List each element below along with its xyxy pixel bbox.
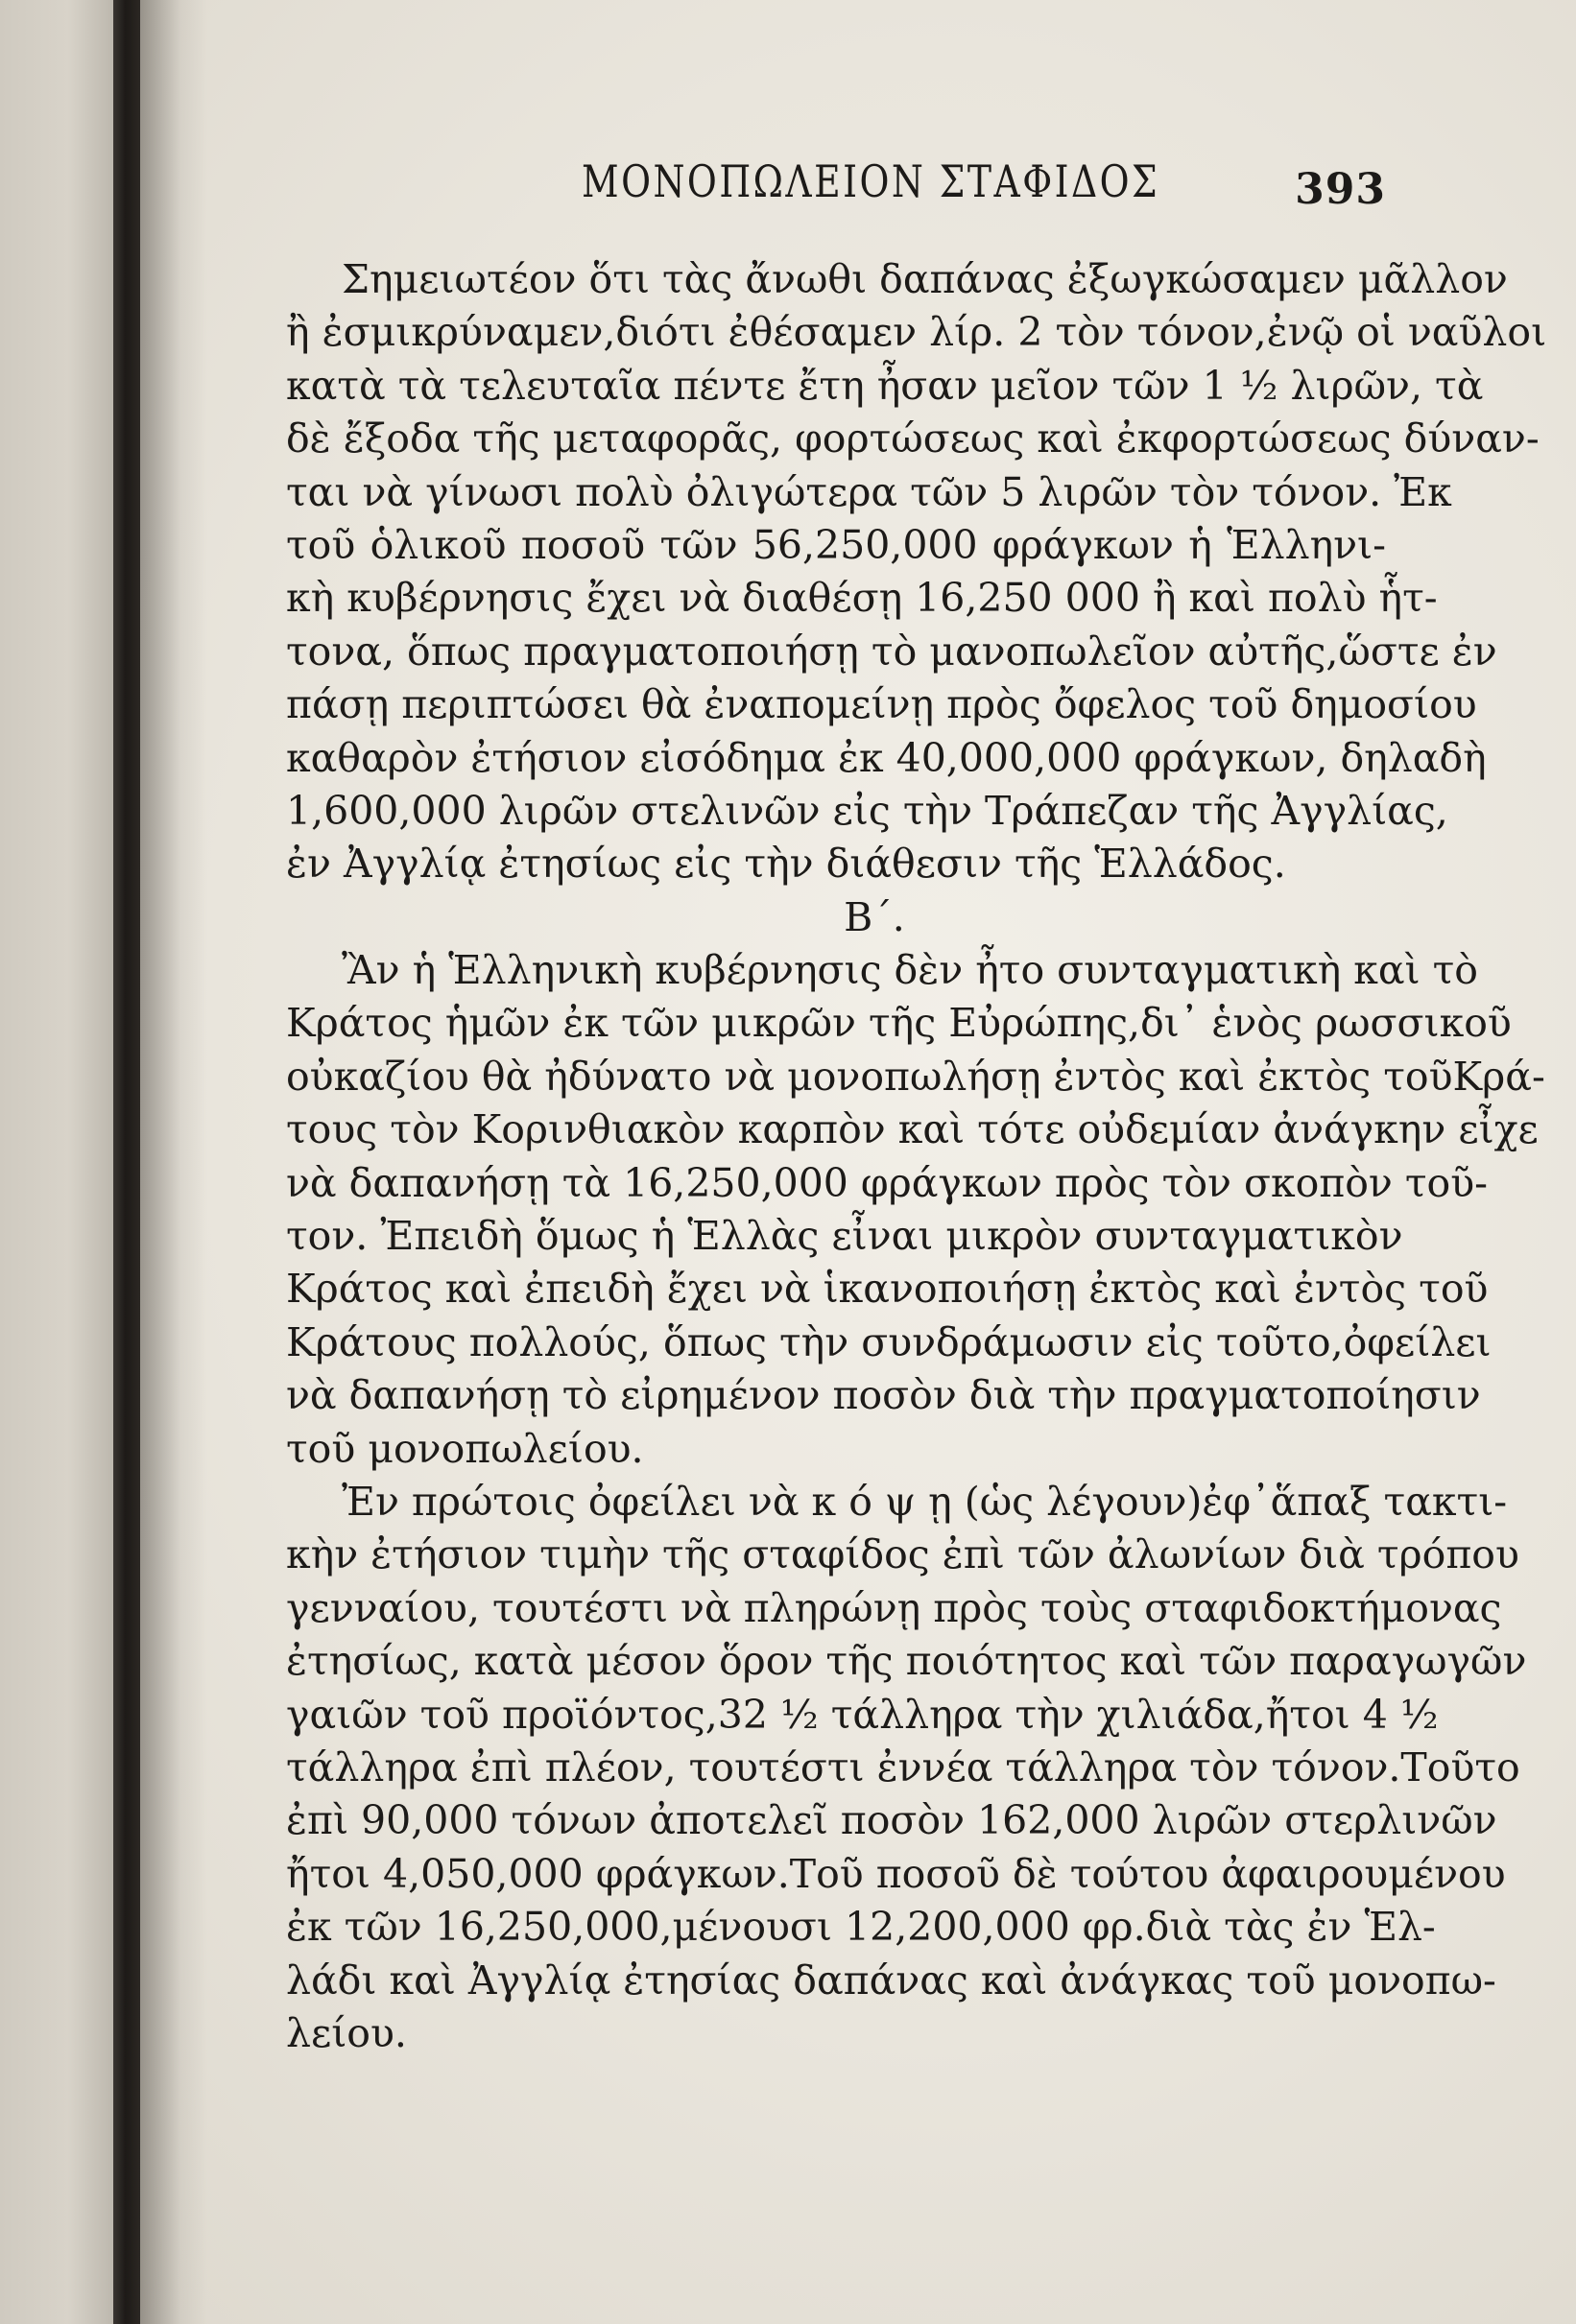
text-line: λάδι καὶ Ἀγγλίᾳ ἐτησίας δαπάνας καὶ ἀνάγκας τοῦ μονοπω-	[286, 1956, 1496, 2004]
text-line: ἢ ἐσμικρύναμεν,διότι ἐθέσαμεν λίρ. 2 τὸν τόνον,ἐνῷ οἱ ναῦλοι	[286, 309, 1547, 356]
text-line: γενναίου, τουτέστι νὰ πληρώνῃ πρὸς τοὺς σταφιδοκτήμονας	[286, 1584, 1502, 1631]
text-line: τονα, ὅπως πραγματοποιήσῃ τὸ μανοπωλεῖον αὐτῆς,ὥστε ἐν	[286, 628, 1497, 675]
left-page-edge	[0, 0, 113, 2324]
text-line: ἐν Ἀγγλίᾳ ἐτησίως εἰς τὴν διάθεσιν τῆς Ἑλλάδος.	[286, 841, 1286, 888]
text-line: τους τὸν Κορινθιακὸν καρπὸν καὶ τότε οὐδεμίαν ἀνάγκην εἶχε	[286, 1106, 1539, 1153]
text-line: Κράτος ἡμῶν ἐκ τῶν μικρῶν τῆς Εὐρώπης,δι᾿ ἑνὸς ρωσσικοῦ	[286, 1000, 1512, 1047]
section-heading: Β΄.	[844, 893, 905, 940]
running-title: ΜΟΝΟΠΩΛΕΙΟΝ ΣΤΑΦΙΔΟΣ	[582, 155, 1160, 207]
text-line: ἐπὶ 90,000 τόνων ἀποτελεῖ ποσὸν 162,000 λιρῶν στερλινῶν	[286, 1797, 1497, 1844]
text-line: 1,600,000 λιρῶν στελινῶν εἰς τὴν Τράπεζαν τῆς Ἀγγλίας,	[286, 787, 1448, 834]
text-line: ἤτοι 4,050,000 φράγκων.Τοῦ ποσοῦ δὲ τούτου ἀφαιρουμένου	[286, 1850, 1506, 1897]
gutter-shadow	[140, 0, 207, 2324]
text-line: λείου.	[286, 2009, 407, 2056]
text-line: Κράτος καὶ ἐπειδὴ ἔχει νὰ ἱκανοποιήσῃ ἐκτὸς καὶ ἐντὸς τοῦ	[286, 1266, 1489, 1313]
text-line: τοῦ μονοπωλείου.	[286, 1425, 644, 1472]
text-line: Σημειωτέον ὅτι τὰς ἄνωθι δαπάνας ἐξωγκώσαμεν μᾶλλον	[342, 256, 1508, 302]
text-line: δὲ ἔξοδα τῆς μεταφορᾶς, φορτώσεως καὶ ἐκφορτώσεως δύναν-	[286, 415, 1540, 462]
text-line: ἐκ τῶν 16,250,000,μένουσι 12,200,000 φρ.διὰ τὰς ἐν Ἑλ-	[286, 1904, 1436, 1951]
text-line: νὰ δαπανήσῃ τὸ εἰρημένον ποσὸν διὰ τὴν πραγματοποίησιν	[286, 1372, 1481, 1419]
text-line: καθαρὸν ἐτήσιον εἰσόδημα ἐκ 40,000,000 φράγκων, δηλαδὴ	[286, 734, 1487, 781]
book-gutter	[113, 0, 140, 2324]
text-line: τάλληρα ἐπὶ πλέον, τουτέστι ἐννέα τάλληρα τὸν τόνον.Τοῦτο	[286, 1743, 1520, 1790]
text-line: πάσῃ περιπτώσει θὰ ἐναπομείνῃ πρὸς ὄφελος τοῦ δημοσίου	[286, 681, 1477, 728]
text-line: κατὰ τὰ τελευταῖα πέντε ἔτη ἦσαν μεῖον τῶν 1 ½ λιρῶν, τὰ	[286, 362, 1484, 409]
text-line: τον. Ἐπειδὴ ὅμως ἡ Ἑλλὰς εἶναι μικρὸν συνταγματικὸν	[286, 1213, 1403, 1260]
text-line: νὰ δαπανήσῃ τὰ 16,250,000 φράγκων πρὸς τὸν σκοπὸν τοῦ-	[286, 1159, 1489, 1206]
text-line: Κράτους πολλούς, ὅπως τὴν συνδράμωσιν εἰς τοῦτο,ὀφείλει	[286, 1318, 1492, 1365]
text-line: οὐκαζίου θὰ ἠδύνατο νὰ μονοπωλήσῃ ἐντὸς καὶ ἐκτὸς τοῦΚρά-	[286, 1053, 1545, 1100]
body-text	[286, 253, 1547, 2060]
text-line: Ἂν ἡ Ἑλληνικὴ κυβέρνησις δὲν ἦτο συνταγματικὴ καὶ τὸ	[342, 947, 1478, 994]
page-text-block	[286, 144, 1547, 2060]
text-line: κὴ κυβέρνησις ἔχει νὰ διαθέσῃ 16,250 000 ἢ καὶ πολὺ ἧτ-	[286, 575, 1438, 622]
text-line: τοῦ ὁλικοῦ ποσοῦ τῶν 56,250,000 φράγκων ἡ Ἑλληνι-	[286, 521, 1386, 568]
text-line: Ἐν πρώτοις ὀφείλει νὰ κ ό ψ ῃ (ὡς λέγουν)ἐφ᾿ἅπαξ τακτι-	[342, 1478, 1508, 1525]
text-line: ἐτησίως, κατὰ μέσον ὅρον τῆς ποιότητος καὶ τῶν παραγωγῶν	[286, 1638, 1527, 1685]
text-line: ται νὰ γίνωσι πολὺ ὀλιγώτερα τῶν 5 λιρῶν τὸν τόνον. Ἐκ	[286, 468, 1452, 515]
page-header	[286, 144, 1386, 215]
page-number: 393	[1295, 165, 1386, 214]
text-line: κὴν ἐτήσιον τιμὴν τῆς σταφίδος ἐπὶ τῶν ἀλωνίων διὰ τρόπου	[286, 1531, 1519, 1578]
text-line: γαιῶν τοῦ προϊόντος,32 ½ τάλληρα τὴν χιλιάδα,ἤτοι 4 ½	[286, 1691, 1439, 1738]
